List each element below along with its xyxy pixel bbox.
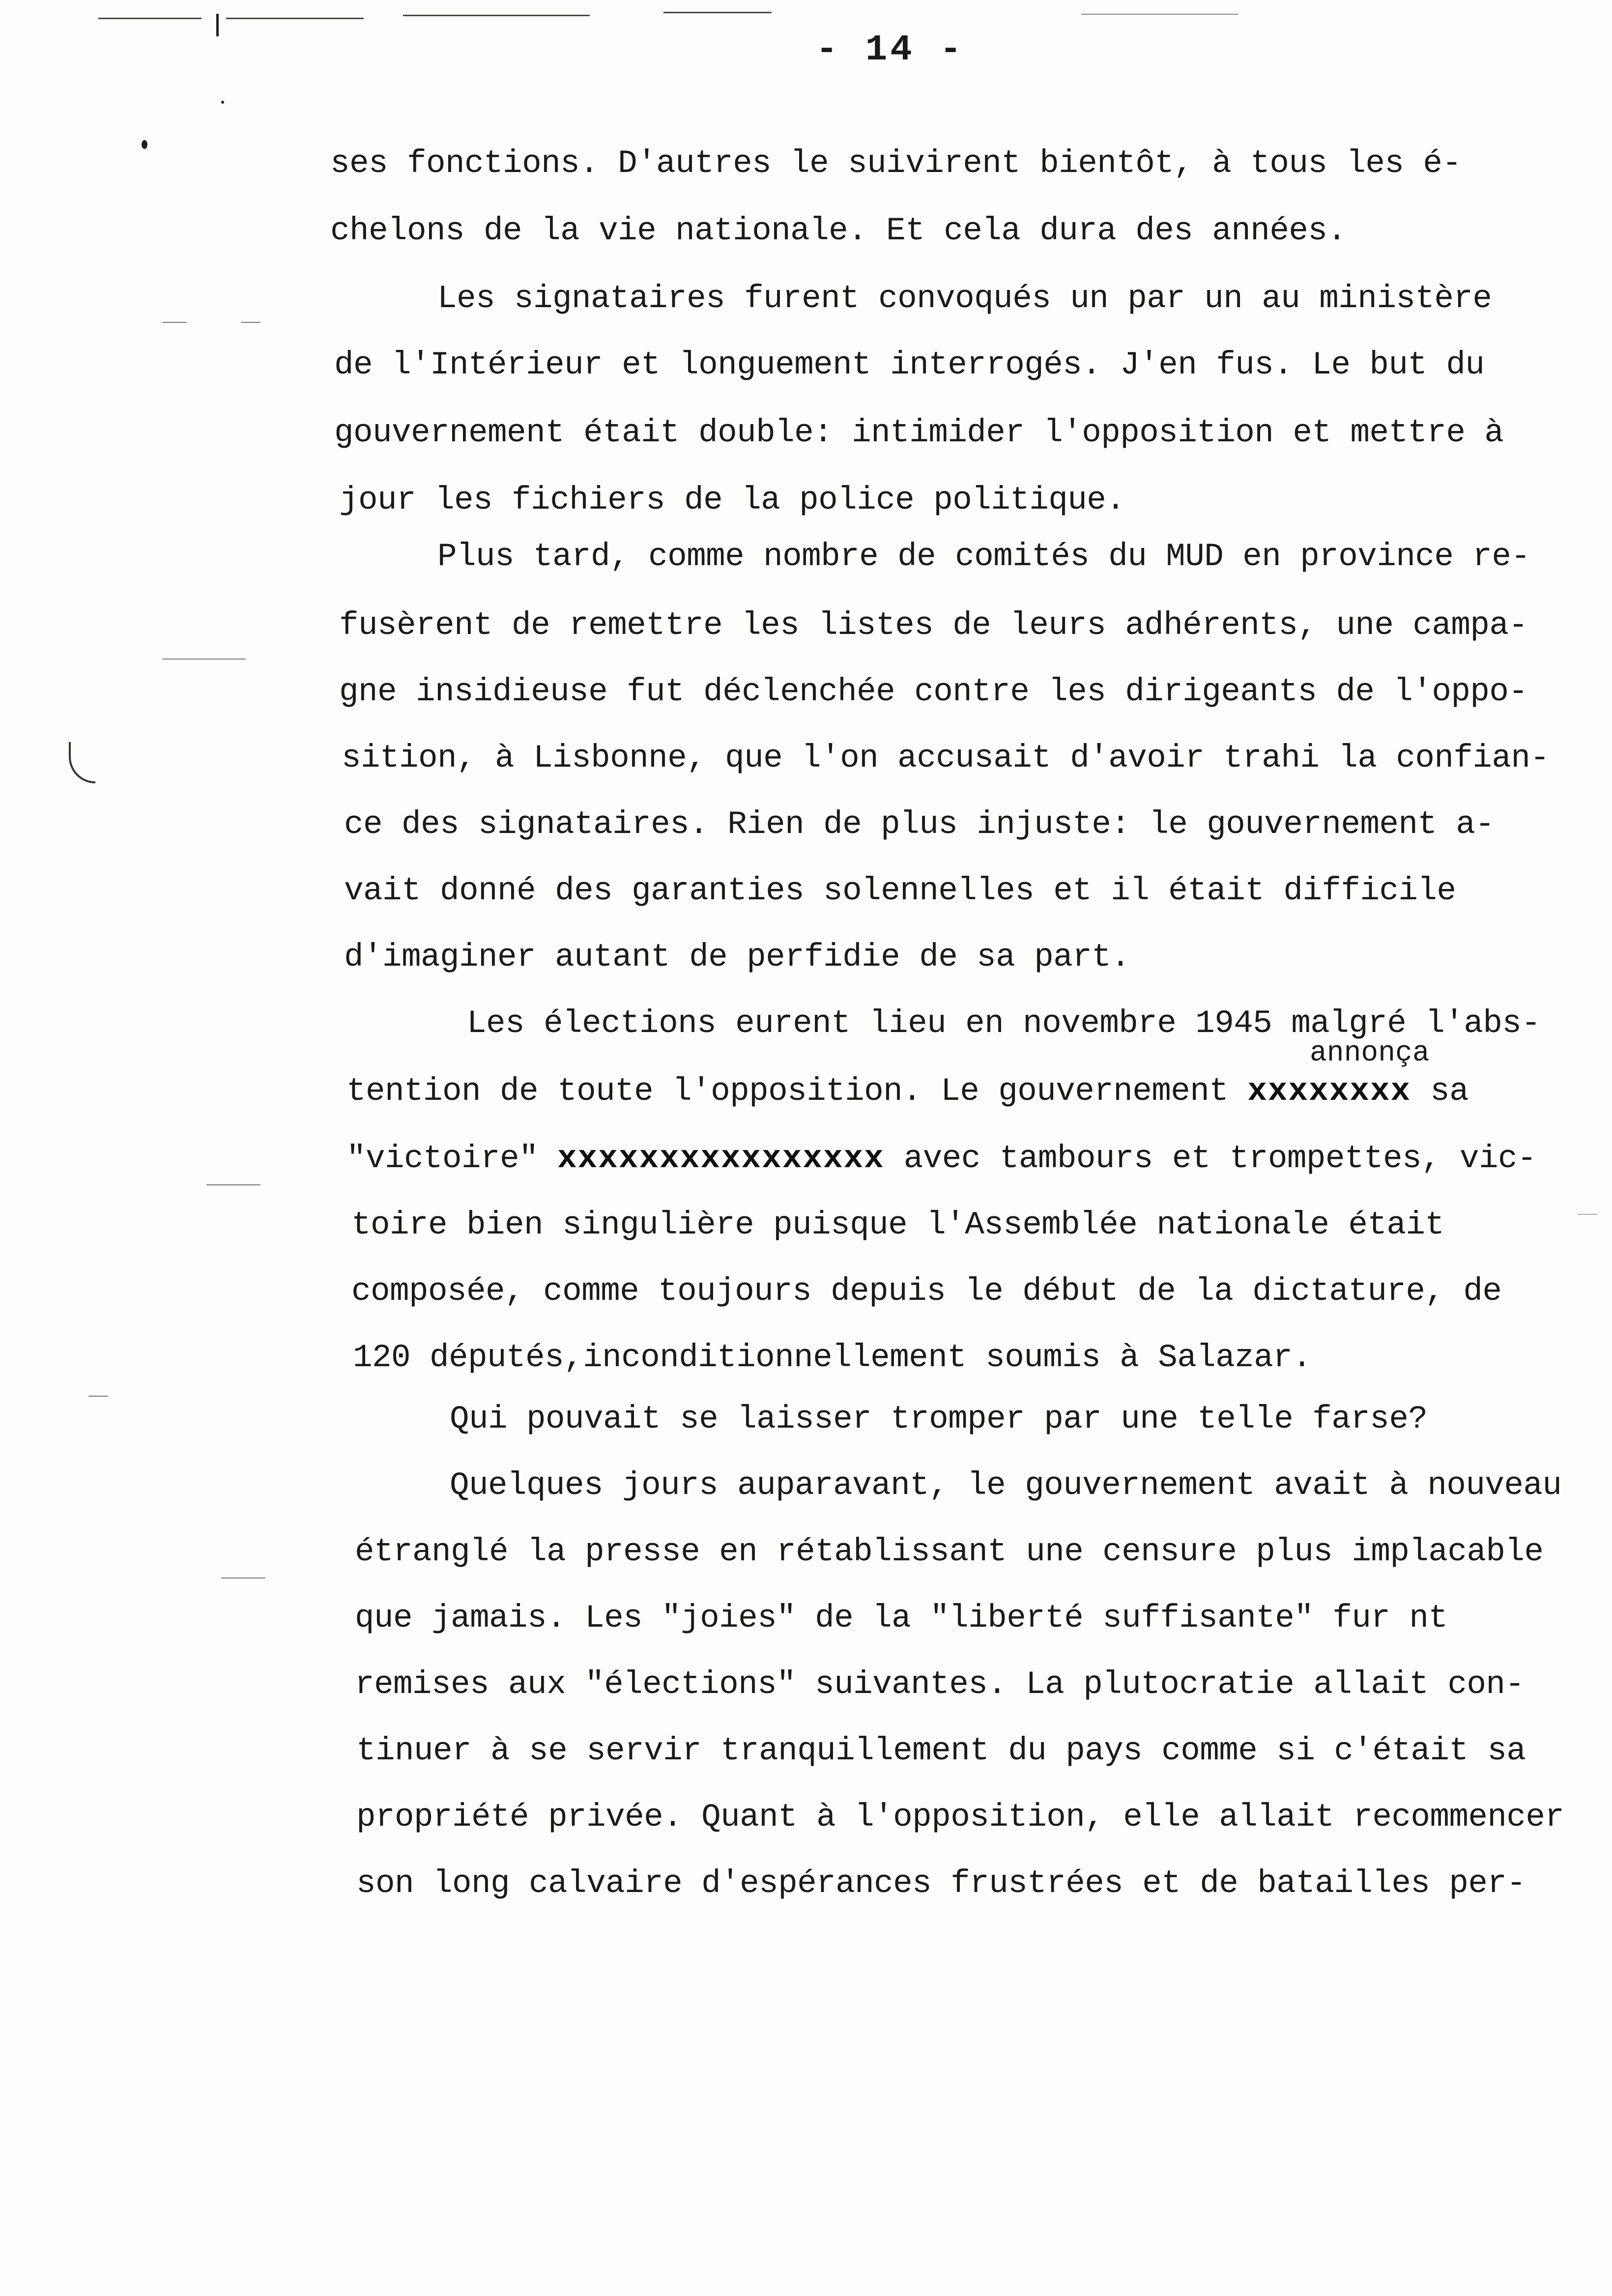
top-rule-center: [403, 15, 590, 16]
margin-dot: [142, 140, 147, 149]
text-line: fusèrent de remettre les listes de leurs adhérents, une campa-: [339, 607, 1528, 644]
text-line: toire bien singulière puisque l'Assemblée nationale était: [351, 1206, 1444, 1243]
text-line: que jamais. Les "joies" de la "liberté suffisante" fur nt: [355, 1600, 1448, 1636]
margin-dash: [162, 659, 246, 660]
text-line: d'imaginer autant de perfidie de sa part.: [344, 939, 1130, 976]
text-line: Qui pouvait se laisser tromper par une telle farse?: [450, 1401, 1428, 1437]
struck-out-text: xxxxxxxx: [1247, 1073, 1411, 1110]
top-rule-far-right: [1081, 14, 1238, 15]
text-line: sition, à Lisbonne, que l'on accusait d'avoir trahi la confian-: [342, 740, 1550, 776]
text-line: chelons de la vie nationale. Et cela dura des années.: [330, 212, 1347, 249]
text-line: gne insidieuse fut déclenchée contre les dirigeants de l'oppo-: [339, 673, 1528, 710]
top-rule-right: [663, 12, 772, 13]
struck-out-text: xxxxxxxxxxxxxxxx: [557, 1140, 885, 1177]
margin-dash: [206, 1184, 260, 1185]
top-rule-left: [98, 18, 202, 19]
text-segment: sa: [1411, 1073, 1469, 1110]
margin-dash: [1578, 1214, 1597, 1215]
text-line: remises aux "élections" suivantes. La plutocratie allait con-: [355, 1666, 1525, 1703]
text-line: propriété privée. Quant à l'opposition, elle allait recommencer: [356, 1799, 1564, 1836]
text-segment: avec tambours et trompettes, vic-: [884, 1140, 1537, 1177]
top-rule-tick: [216, 14, 219, 36]
text-segment: tention de toute l'opposition. Le gouvernement: [346, 1073, 1248, 1110]
text-line: jour les fichiers de la police politique.: [339, 482, 1125, 518]
text-line: ses fonctions. D'autres le suivirent bientôt, à tous les é-: [330, 145, 1462, 182]
text-line: Quelques jours auparavant, le gouvernement avait à nouveau: [450, 1467, 1562, 1504]
margin-dash: [88, 1396, 108, 1397]
text-line: Les signataires furent convoqués un par un au ministère: [437, 280, 1492, 317]
text-line: ce des signataires. Rien de plus injuste: le gouvernement a-: [344, 806, 1495, 843]
text-line: gouvernement était double: intimider l'opposition et mettre à: [334, 414, 1504, 451]
text-line: son long calvaire d'espérances frustrées et de batailles per-: [356, 1865, 1526, 1902]
margin-bracket: [69, 742, 95, 783]
top-rule-mid: [226, 18, 364, 19]
text-line: 120 députés,inconditionnellement soumis à Salazar.: [353, 1339, 1312, 1376]
page-number: - 14 -: [816, 29, 965, 71]
margin-dash: [241, 322, 260, 323]
text-line: étranglé la presse en rétablissant une censure plus implacable: [355, 1533, 1544, 1570]
margin-dot-small: [221, 101, 224, 104]
margin-dash: [162, 322, 187, 323]
handwritten-insertion: annonça: [1310, 1037, 1430, 1069]
text-line: [346, 1140, 1537, 1177]
text-line: Plus tard, comme nombre de comités du MUD en province re-: [437, 538, 1530, 575]
text-line: [346, 1075, 1468, 1108]
text-line: Les élections eurent lieu en novembre 1945 malgré l'abs-: [467, 1005, 1541, 1042]
text-line: tinuer à se servir tranquillement du pays comme si c'était sa: [356, 1732, 1526, 1769]
text-line: de l'Intérieur et longuement interrogés. J'en fus. Le but du: [334, 346, 1485, 383]
text-line: vait donné des garanties solennelles et il était difficile: [344, 872, 1456, 909]
text-line: composée, comme toujours depuis le début de la dictature, de: [351, 1273, 1502, 1310]
text-segment: "victoire": [346, 1140, 558, 1177]
